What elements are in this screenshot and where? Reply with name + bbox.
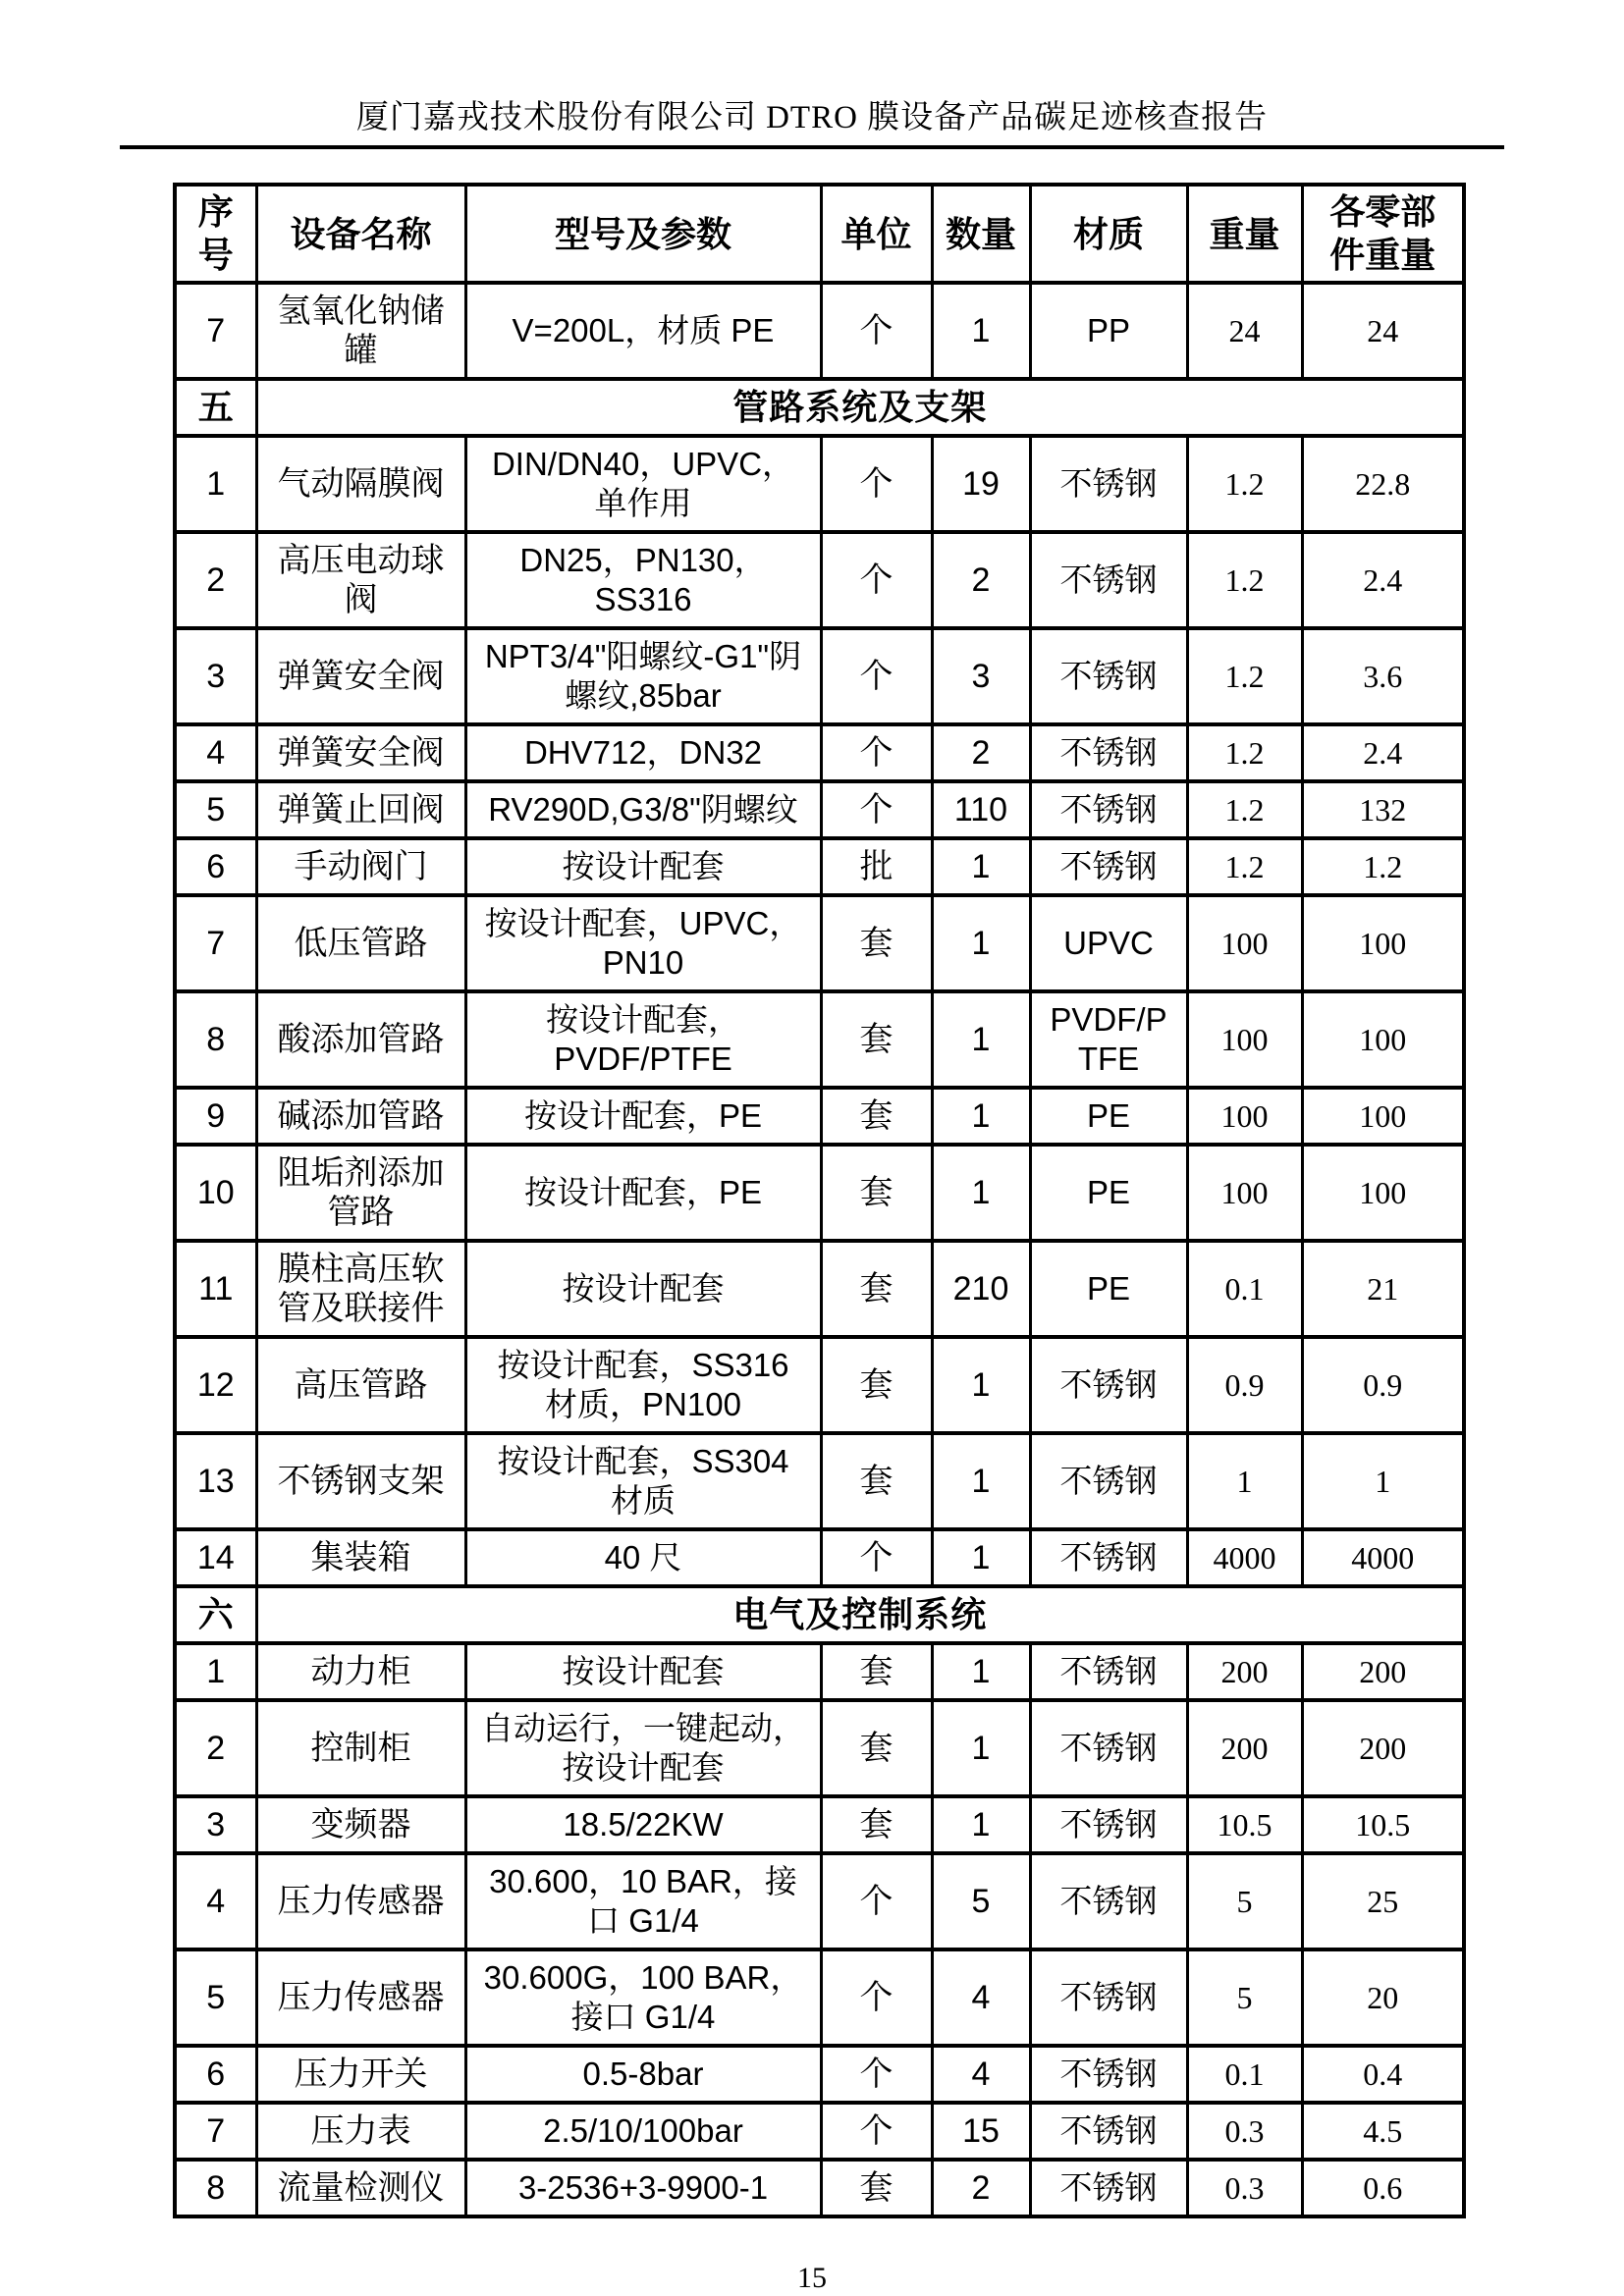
column-header-unit: 单位	[821, 185, 932, 283]
cell-unit: 套	[821, 1088, 932, 1145]
cell-material: PVDF/PTFE	[1030, 991, 1187, 1088]
cell-quantity: 19	[932, 436, 1030, 532]
cell-unit: 套	[821, 1241, 932, 1337]
table-row	[175, 991, 1464, 1088]
cell-equipment-name: 酸添加管路	[256, 991, 465, 1088]
equipment-table	[173, 183, 1466, 2218]
table-row	[175, 1241, 1464, 1337]
table-header-row	[175, 185, 1464, 283]
cell-material: 不锈钢	[1030, 1433, 1187, 1529]
cell-equipment-name: 压力传感器	[256, 1853, 465, 1949]
cell-serial-no: 8	[175, 2160, 256, 2216]
cell-quantity: 1	[932, 283, 1030, 379]
cell-model-params: RV290D,G3/8"阴螺纹	[465, 781, 821, 838]
cell-equipment-name: 碱添加管路	[256, 1088, 465, 1145]
cell-model-params: 按设计配套	[465, 1643, 821, 1700]
cell-serial-no: 9	[175, 1088, 256, 1145]
cell-model-params: 30.600G，100 BAR，接口 G1/4	[465, 1949, 821, 2046]
cell-weight: 4000	[1187, 1529, 1302, 1586]
cell-unit: 个	[821, 724, 932, 781]
cell-parts-weight: 200	[1302, 1700, 1464, 1796]
cell-quantity: 1	[932, 1433, 1030, 1529]
cell-serial-no: 4	[175, 724, 256, 781]
cell-serial-no: 6	[175, 838, 256, 895]
cell-equipment-name: 动力柜	[256, 1643, 465, 1700]
cell-parts-weight: 0.4	[1302, 2046, 1464, 2103]
table-row	[175, 1949, 1464, 2046]
cell-unit: 个	[821, 781, 932, 838]
column-header-quantity: 数量	[932, 185, 1030, 283]
table-row	[175, 1529, 1464, 1586]
cell-parts-weight: 10.5	[1302, 1796, 1464, 1853]
cell-unit: 套	[821, 2160, 932, 2216]
cell-equipment-name: 变频器	[256, 1796, 465, 1853]
cell-quantity: 1	[932, 1643, 1030, 1700]
cell-weight: 5	[1187, 1949, 1302, 2046]
cell-model-params: 30.600，10 BAR，接口 G1/4	[465, 1853, 821, 1949]
cell-quantity: 110	[932, 781, 1030, 838]
cell-equipment-name: 压力表	[256, 2103, 465, 2160]
cell-unit: 套	[821, 991, 932, 1088]
cell-model-params: 3-2536+3-9900-1	[465, 2160, 821, 2216]
cell-parts-weight: 20	[1302, 1949, 1464, 2046]
cell-serial-no: 8	[175, 991, 256, 1088]
cell-unit: 套	[821, 1337, 932, 1433]
cell-material: 不锈钢	[1030, 1337, 1187, 1433]
cell-material: 不锈钢	[1030, 1700, 1187, 1796]
cell-unit: 套	[821, 1433, 932, 1529]
cell-quantity: 1	[932, 1088, 1030, 1145]
cell-equipment-name: 高压电动球阀	[256, 532, 465, 628]
cell-serial-no: 1	[175, 1643, 256, 1700]
cell-material: 不锈钢	[1030, 628, 1187, 724]
cell-model-params: DHV712，DN32	[465, 724, 821, 781]
table-row	[175, 532, 1464, 628]
cell-weight: 0.3	[1187, 2103, 1302, 2160]
cell-parts-weight: 200	[1302, 1643, 1464, 1700]
cell-equipment-name: 控制柜	[256, 1700, 465, 1796]
cell-material: 不锈钢	[1030, 532, 1187, 628]
cell-quantity: 3	[932, 628, 1030, 724]
cell-weight: 5	[1187, 1853, 1302, 1949]
cell-model-params: 自动运行，一键起动，按设计配套	[465, 1700, 821, 1796]
cell-serial-no: 11	[175, 1241, 256, 1337]
section-row	[175, 379, 1464, 436]
cell-model-params: 按设计配套	[465, 1241, 821, 1337]
table-row	[175, 436, 1464, 532]
cell-weight: 200	[1187, 1700, 1302, 1796]
cell-quantity: 1	[932, 1796, 1030, 1853]
table-row	[175, 1337, 1464, 1433]
cell-section-no: 五	[175, 379, 256, 436]
cell-quantity: 1	[932, 991, 1030, 1088]
cell-equipment-name: 压力传感器	[256, 1949, 465, 2046]
cell-parts-weight: 24	[1302, 283, 1464, 379]
cell-parts-weight: 3.6	[1302, 628, 1464, 724]
cell-unit: 套	[821, 1700, 932, 1796]
cell-material: 不锈钢	[1030, 436, 1187, 532]
table-row	[175, 1433, 1464, 1529]
cell-section-title: 管路系统及支架	[256, 379, 1464, 436]
cell-serial-no: 5	[175, 781, 256, 838]
column-header-equipment-name: 设备名称	[256, 185, 465, 283]
cell-equipment-name: 弹簧安全阀	[256, 724, 465, 781]
cell-model-params: NPT3/4"阳螺纹-G1"阴螺纹,85bar	[465, 628, 821, 724]
cell-parts-weight: 100	[1302, 991, 1464, 1088]
cell-material: 不锈钢	[1030, 1643, 1187, 1700]
table-row	[175, 283, 1464, 379]
table-row	[175, 1145, 1464, 1241]
cell-model-params: DIN/DN40，UPVC，单作用	[465, 436, 821, 532]
cell-serial-no: 7	[175, 895, 256, 991]
cell-model-params: V=200L，材质 PE	[465, 283, 821, 379]
cell-material: 不锈钢	[1030, 1529, 1187, 1586]
cell-quantity: 1	[932, 895, 1030, 991]
table-body	[175, 283, 1464, 2216]
cell-model-params: 0.5-8bar	[465, 2046, 821, 2103]
cell-material: 不锈钢	[1030, 2103, 1187, 2160]
cell-material: 不锈钢	[1030, 724, 1187, 781]
cell-model-params: 按设计配套，PVDF/PTFE	[465, 991, 821, 1088]
cell-unit: 个	[821, 1949, 932, 2046]
cell-serial-no: 12	[175, 1337, 256, 1433]
cell-section-no: 六	[175, 1586, 256, 1643]
cell-section-title: 电气及控制系统	[256, 1586, 1464, 1643]
cell-unit: 个	[821, 2046, 932, 2103]
cell-model-params: 按设计配套，SS304 材质	[465, 1433, 821, 1529]
cell-material: 不锈钢	[1030, 1853, 1187, 1949]
cell-parts-weight: 100	[1302, 1145, 1464, 1241]
cell-weight: 200	[1187, 1643, 1302, 1700]
cell-equipment-name: 流量检测仪	[256, 2160, 465, 2216]
cell-weight: 100	[1187, 1088, 1302, 1145]
cell-material: 不锈钢	[1030, 2160, 1187, 2216]
cell-serial-no: 5	[175, 1949, 256, 2046]
cell-weight: 100	[1187, 1145, 1302, 1241]
table-row	[175, 1088, 1464, 1145]
cell-material: PE	[1030, 1088, 1187, 1145]
cell-equipment-name: 低压管路	[256, 895, 465, 991]
column-header-parts-weight: 各零部件重量	[1302, 185, 1464, 283]
cell-parts-weight: 4.5	[1302, 2103, 1464, 2160]
cell-equipment-name: 阻垢剂添加管路	[256, 1145, 465, 1241]
cell-weight: 1.2	[1187, 781, 1302, 838]
cell-model-params: 40 尺	[465, 1529, 821, 1586]
cell-quantity: 2	[932, 532, 1030, 628]
table-row	[175, 1853, 1464, 1949]
cell-material: 不锈钢	[1030, 838, 1187, 895]
cell-weight: 0.3	[1187, 2160, 1302, 2216]
cell-material: PE	[1030, 1145, 1187, 1241]
cell-unit: 个	[821, 436, 932, 532]
cell-material: UPVC	[1030, 895, 1187, 991]
cell-material: 不锈钢	[1030, 781, 1187, 838]
cell-model-params: 按设计配套，PE	[465, 1088, 821, 1145]
cell-equipment-name: 气动隔膜阀	[256, 436, 465, 532]
cell-equipment-name: 手动阀门	[256, 838, 465, 895]
cell-quantity: 1	[932, 838, 1030, 895]
cell-weight: 0.1	[1187, 2046, 1302, 2103]
cell-weight: 1	[1187, 1433, 1302, 1529]
column-header-model-params: 型号及参数	[465, 185, 821, 283]
cell-parts-weight: 0.6	[1302, 2160, 1464, 2216]
cell-serial-no: 3	[175, 1796, 256, 1853]
page-footer	[0, 2262, 1624, 2295]
cell-parts-weight: 21	[1302, 1241, 1464, 1337]
cell-parts-weight: 2.4	[1302, 724, 1464, 781]
cell-material: PP	[1030, 283, 1187, 379]
cell-equipment-name: 弹簧止回阀	[256, 781, 465, 838]
cell-quantity: 210	[932, 1241, 1030, 1337]
cell-weight: 1.2	[1187, 532, 1302, 628]
cell-parts-weight: 0.9	[1302, 1337, 1464, 1433]
cell-weight: 0.9	[1187, 1337, 1302, 1433]
cell-weight: 1.2	[1187, 628, 1302, 724]
cell-unit: 个	[821, 1853, 932, 1949]
cell-quantity: 1	[932, 1529, 1030, 1586]
cell-equipment-name: 高压管路	[256, 1337, 465, 1433]
cell-serial-no: 1	[175, 436, 256, 532]
cell-parts-weight: 100	[1302, 895, 1464, 991]
cell-equipment-name: 集装箱	[256, 1529, 465, 1586]
cell-material: 不锈钢	[1030, 1949, 1187, 2046]
cell-model-params: 18.5/22KW	[465, 1796, 821, 1853]
cell-serial-no: 3	[175, 628, 256, 724]
cell-unit: 个	[821, 1529, 932, 1586]
cell-unit: 套	[821, 895, 932, 991]
cell-parts-weight: 100	[1302, 1088, 1464, 1145]
cell-model-params: DN25，PN130，SS316	[465, 532, 821, 628]
header-rule	[120, 145, 1504, 149]
column-header-weight: 重量	[1187, 185, 1302, 283]
table-row	[175, 838, 1464, 895]
cell-equipment-name: 膜柱高压软管及联接件	[256, 1241, 465, 1337]
cell-unit: 套	[821, 1145, 932, 1241]
cell-serial-no: 14	[175, 1529, 256, 1586]
document-header-title: 厦门嘉戎技术股份有限公司 DTRO 膜设备产品碳足迹核查报告	[355, 100, 1269, 135]
cell-quantity: 4	[932, 1949, 1030, 2046]
cell-unit: 套	[821, 1796, 932, 1853]
cell-serial-no: 7	[175, 2103, 256, 2160]
cell-parts-weight: 25	[1302, 1853, 1464, 1949]
cell-weight: 100	[1187, 895, 1302, 991]
cell-model-params: 按设计配套	[465, 838, 821, 895]
table-row	[175, 724, 1464, 781]
cell-serial-no: 10	[175, 1145, 256, 1241]
column-header-serial-no: 序号	[175, 185, 256, 283]
cell-model-params: 按设计配套，SS316 材质，PN100	[465, 1337, 821, 1433]
cell-serial-no: 4	[175, 1853, 256, 1949]
cell-unit: 个	[821, 628, 932, 724]
column-header-material: 材质	[1030, 185, 1187, 283]
cell-parts-weight: 22.8	[1302, 436, 1464, 532]
cell-parts-weight: 1	[1302, 1433, 1464, 1529]
table-row	[175, 895, 1464, 991]
cell-quantity: 1	[932, 1145, 1030, 1241]
document-header	[0, 0, 1624, 149]
section-row	[175, 1586, 1464, 1643]
cell-model-params: 2.5/10/100bar	[465, 2103, 821, 2160]
cell-equipment-name: 氢氧化钠储罐	[256, 283, 465, 379]
cell-unit: 个	[821, 532, 932, 628]
table-row	[175, 781, 1464, 838]
table-row	[175, 628, 1464, 724]
cell-equipment-name: 压力开关	[256, 2046, 465, 2103]
table-row	[175, 1700, 1464, 1796]
cell-weight: 100	[1187, 991, 1302, 1088]
cell-unit: 个	[821, 283, 932, 379]
cell-material: 不锈钢	[1030, 1796, 1187, 1853]
cell-serial-no: 7	[175, 283, 256, 379]
cell-quantity: 1	[932, 1700, 1030, 1796]
cell-quantity: 1	[932, 1337, 1030, 1433]
cell-equipment-name: 弹簧安全阀	[256, 628, 465, 724]
cell-weight: 0.1	[1187, 1241, 1302, 1337]
cell-quantity: 15	[932, 2103, 1030, 2160]
cell-unit: 批	[821, 838, 932, 895]
cell-model-params: 按设计配套，UPVC，PN10	[465, 895, 821, 991]
cell-material: PE	[1030, 1241, 1187, 1337]
table-row	[175, 2160, 1464, 2216]
cell-serial-no: 13	[175, 1433, 256, 1529]
table-row	[175, 2046, 1464, 2103]
cell-unit: 个	[821, 2103, 932, 2160]
cell-material: 不锈钢	[1030, 2046, 1187, 2103]
page-number: 15	[797, 2262, 827, 2294]
table-row	[175, 1643, 1464, 1700]
cell-parts-weight: 132	[1302, 781, 1464, 838]
cell-parts-weight: 1.2	[1302, 838, 1464, 895]
cell-weight: 1.2	[1187, 436, 1302, 532]
cell-weight: 1.2	[1187, 724, 1302, 781]
cell-serial-no: 6	[175, 2046, 256, 2103]
table-row	[175, 1796, 1464, 1853]
cell-quantity: 2	[932, 2160, 1030, 2216]
cell-weight: 24	[1187, 283, 1302, 379]
cell-quantity: 2	[932, 724, 1030, 781]
cell-unit: 套	[821, 1643, 932, 1700]
cell-quantity: 5	[932, 1853, 1030, 1949]
cell-weight: 1.2	[1187, 838, 1302, 895]
cell-serial-no: 2	[175, 1700, 256, 1796]
cell-quantity: 4	[932, 2046, 1030, 2103]
cell-equipment-name: 不锈钢支架	[256, 1433, 465, 1529]
cell-serial-no: 2	[175, 532, 256, 628]
cell-weight: 10.5	[1187, 1796, 1302, 1853]
cell-parts-weight: 4000	[1302, 1529, 1464, 1586]
table-row	[175, 2103, 1464, 2160]
cell-parts-weight: 2.4	[1302, 532, 1464, 628]
cell-model-params: 按设计配套，PE	[465, 1145, 821, 1241]
